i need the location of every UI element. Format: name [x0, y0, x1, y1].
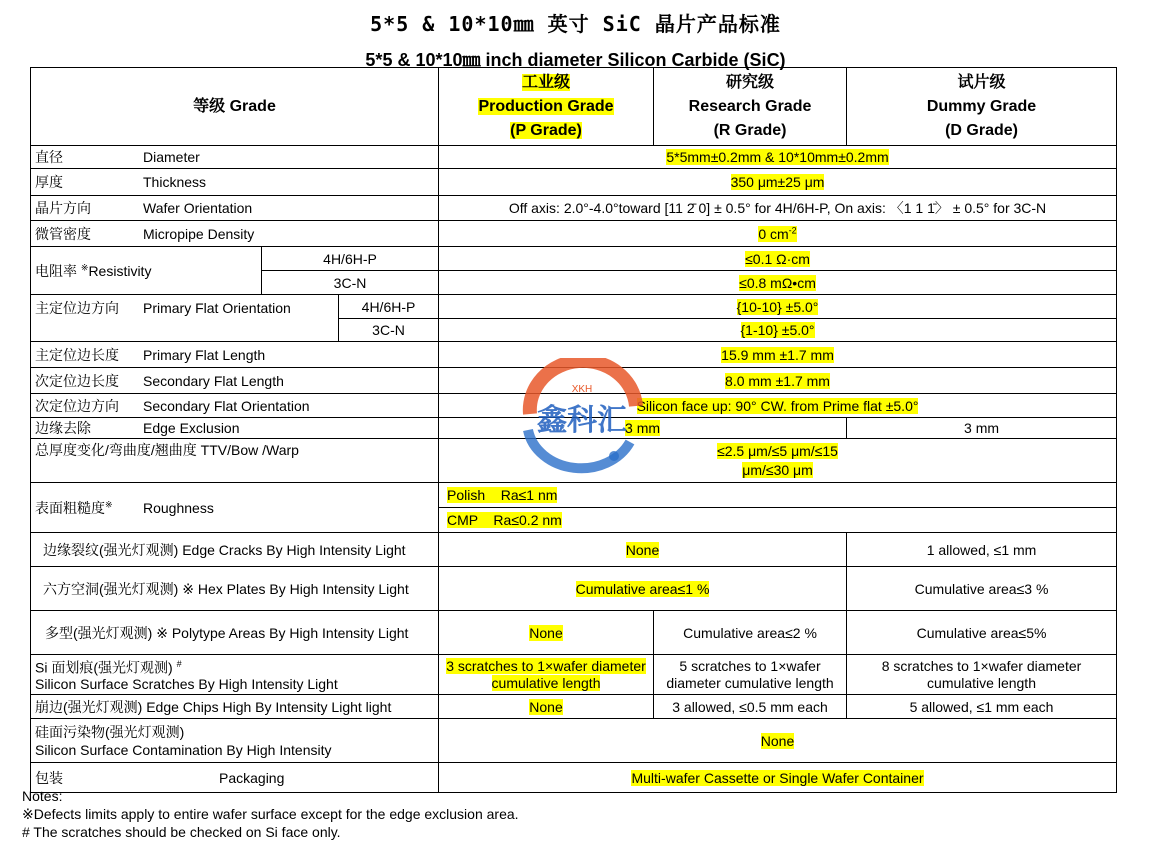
- page-title-cn: 5*5 & 10*10㎜ 英寸 SiC 晶片产品标准: [370, 12, 781, 36]
- logo-text: 鑫科汇: [537, 403, 627, 438]
- table-row-roughness-1: 表面粗糙度※ Roughness Polish Ra≤1 nm: [31, 483, 1117, 508]
- table-row-edge-cracks: 边缘裂纹(强光灯观测) Edge Cracks By High Intensity Light None 1 allowed, ≤1 mm: [31, 533, 1117, 567]
- spec-table: [30, 67, 1117, 793]
- research-grade-header: 研究级 Research Grade (R Grade): [654, 68, 847, 146]
- table-row-thickness: 厚度 Thickness 350 μm±25 μm: [31, 169, 1117, 196]
- table-row-orientation: 晶片方向 Wafer Orientation Off axis: 2.0°-4.0°toward [11 2̄ 0] ± 0.5° for 4H/6H-P, On axis: 〈1 1 1̄〉 ± 0.5° for 3C-N: [31, 196, 1117, 221]
- table-row-resistivity-2: 3C-N ≤0.8 mΩ•cm: [31, 271, 1117, 295]
- table-row-edge-exclusion: 边缘去除 Edge Exclusion 3 mm 3 mm: [31, 418, 1117, 439]
- grade-header: 等级 Grade: [31, 68, 439, 146]
- table-row-resistivity-1: 电阻率 ※Resistivity 4H/6H-P ≤0.1 Ω·cm: [31, 247, 1117, 271]
- table-row-packaging: 包装 Packaging Multi-wafer Cassette or Single Wafer Container: [31, 763, 1117, 793]
- table-row-micropipe: 微管密度 Micropipe Density 0 $cm^{-2}$: [31, 221, 1117, 247]
- table-row-primary-length: 主定位边长度 Primary Flat Length 15.9 mm ±1.7 mm: [31, 342, 1117, 368]
- notes: [22, 787, 519, 841]
- table-row-edge-chips: 崩边(强光灯观测) Edge Chips High By Intensity Light light None 3 allowed, ≤0.5 mm each 5 allowed, ≤1 mm each: [31, 695, 1117, 719]
- logo-small-text: XKH: [571, 384, 593, 395]
- table-row-scratches: Si 面划痕(强光灯观测) # Silicon Surface Scratches By High Intensity Light 3 scratches to 1×wafer diameter cumulative length 5 scratches to 1×wafer diameter cumulative length 8 scratches to 1×wafer diameter cumulative length: [31, 655, 1117, 695]
- table-row-primary-orient-2: 3C-N {1-10} ±5.0°: [31, 319, 1117, 342]
- table-row-contamination: 硅面污染物(强光灯观测) Silicon Surface Contamination By High Intensity None: [31, 719, 1117, 763]
- note-defects: ※Defects limits apply to entire wafer surface except for the edge exclusion area.: [22, 806, 519, 822]
- table-row-polytype: 多型(强光灯观测) ※ Polytype Areas By High Intensity Light None Cumulative area≤2 % Cumulative area≤5%: [31, 611, 1117, 655]
- table-row-secondary-orient: 次定位边方向 Secondary Flat Orientation Silicon face up: 90° CW. from Prime flat ±5.0°: [31, 394, 1117, 418]
- production-grade-header: 工业级 Production Grade (P Grade): [439, 68, 654, 146]
- notes-title: Notes:: [22, 788, 63, 804]
- header-row: [31, 68, 1117, 146]
- table-row-ttv: 总厚度变化/弯曲度/翘曲度 TTV/Bow /Warp ≤2.5 μm/≤5 μm/≤15 μm/≤30 μm: [31, 439, 1117, 483]
- dummy-grade-header: 试片级 Dummy Grade (D Grade): [847, 68, 1117, 146]
- table-row-secondary-length: 次定位边长度 Secondary Flat Length 8.0 mm ±1.7 mm: [31, 368, 1117, 394]
- note-scratches: # The scratches should be checked on Si face only.: [22, 824, 341, 840]
- table-row-diameter: 直径 Diameter 5*5mm±0.2mm & 10*10mm±0.2mm: [31, 146, 1117, 169]
- table-row-roughness-2: CMP Ra≤0.2 nm: [31, 508, 1117, 533]
- table-row-primary-orient-1: 主定位边方向 Primary Flat Orientation 4H/6H-P {10-10} ±5.0°: [31, 295, 1117, 319]
- page-title-en: 5*5 & 10*10㎜ inch diameter Silicon Carbide (SiC): [365, 50, 786, 70]
- table-row-hex-plates: 六方空洞(强光灯观测) ※ Hex Plates By High Intensity Light Cumulative area≤1 % Cumulative area≤3 %: [31, 567, 1117, 611]
